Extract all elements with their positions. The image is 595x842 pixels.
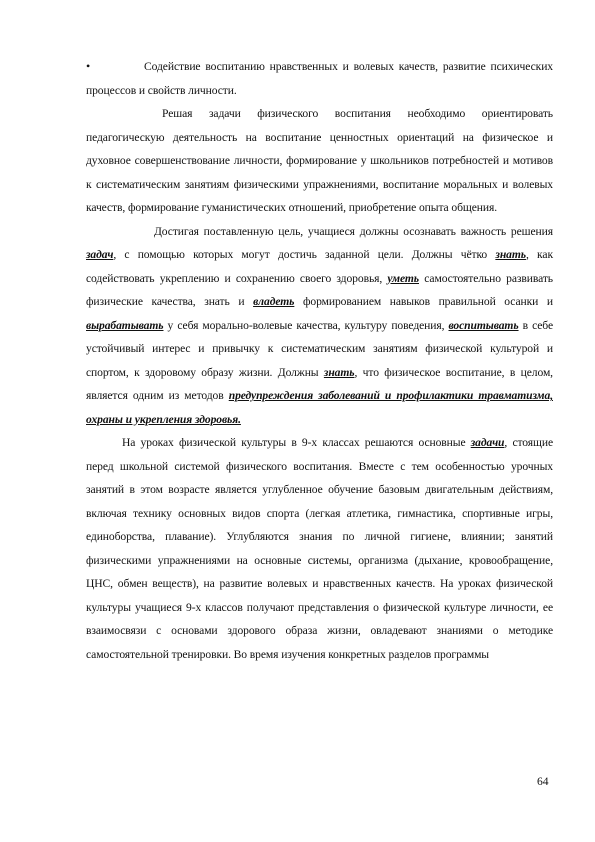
emphasis-text: воспитывать — [448, 318, 519, 332]
text-run: в себе устойчивый интерес и привычку к систематическим занятиям физической культурой и спортом, к здоровому образу жизни. Должны — [86, 318, 553, 379]
text-run: у себя морально-волевые качества, культуру поведения, — [163, 318, 449, 332]
text-run: , стоящие перед школьной системой физического воспитания. Вместе с тем особенностью урочных занятий в этом возрасте является углубленное обучение базовым двигательным действиям, включая технику основных видов спорта (легкая атлетика, гимнастика, спортивные игры, единоборства, плавание). Углубляются знания по личной гигиене, влиянии; занятий физическими упражнениями на основные системы, организма (дыхание, кровообращение, ЦНС, обмен веществ), на развитие волевых и нравственных качеств. На уроках физической культуры учащиеся 9-х классов получают представления о физической культуре личности, ее взаимосвязи с основами здорового образа жизни, овладевают знаниями о методике самостоятельной тренировки. Во время изучения конкретных разделов программы — [86, 436, 553, 661]
text-run: , как содействовать укреплению и сохранению своего здоровья, — [86, 248, 553, 285]
emphasis-text: владеть — [253, 295, 295, 308]
emphasis-text: предупреждения заболеваний и профилактики травматизма, охраны и укрепления здоровья. — [86, 389, 553, 426]
document-body — [86, 55, 553, 666]
text-run: На уроках физической культуры в 9-х классах решаются основные — [122, 436, 471, 449]
text-run: , что физическое воспитание, в целом, является одним из методов — [86, 365, 553, 402]
bullet-icon: • — [86, 59, 91, 73]
bullet-paragraph — [86, 55, 553, 102]
bullet-paragraph-text: Содействие воспитанию нравственных и волевых качеств, развитие психических процессов и свойств личности. — [86, 60, 553, 97]
paragraph-goal-awareness — [86, 220, 553, 432]
page-number: 64 — [537, 775, 549, 788]
emphasis-text: уметь — [387, 271, 419, 285]
emphasis-text: вырабатывать — [86, 318, 164, 332]
text-run: Достигая поставленную цель, учащиеся должны осознавать важность решения — [154, 224, 553, 238]
emphasis-text: знать — [495, 248, 526, 261]
text-run: самостоятельно развивать физические качества, знать и — [86, 271, 553, 308]
paragraph-tasks-orientation: Решая задачи физического воспитания необходимо ориентировать педагогическую деятельность на воспитание ценностных ориентаций на физическое и духовное совершенствование личности, формирование у школьников потребностей и мотивов к систематическим занятиям физическими упражнениями, воспитание моральных и волевых качеств, формирование гуманистических отношений, приобретение опыта общения. — [86, 107, 553, 214]
emphasis-text: знать — [323, 365, 355, 379]
text-run: , с помощью которых могут достичь заданной цели. Должны чётко — [113, 248, 496, 261]
emphasis-text: задач — [86, 248, 114, 261]
text-run: формированием навыков правильной осанки и — [294, 295, 553, 308]
paragraph-grade9-lessons — [86, 431, 553, 666]
emphasis-text: задачи — [470, 436, 505, 449]
